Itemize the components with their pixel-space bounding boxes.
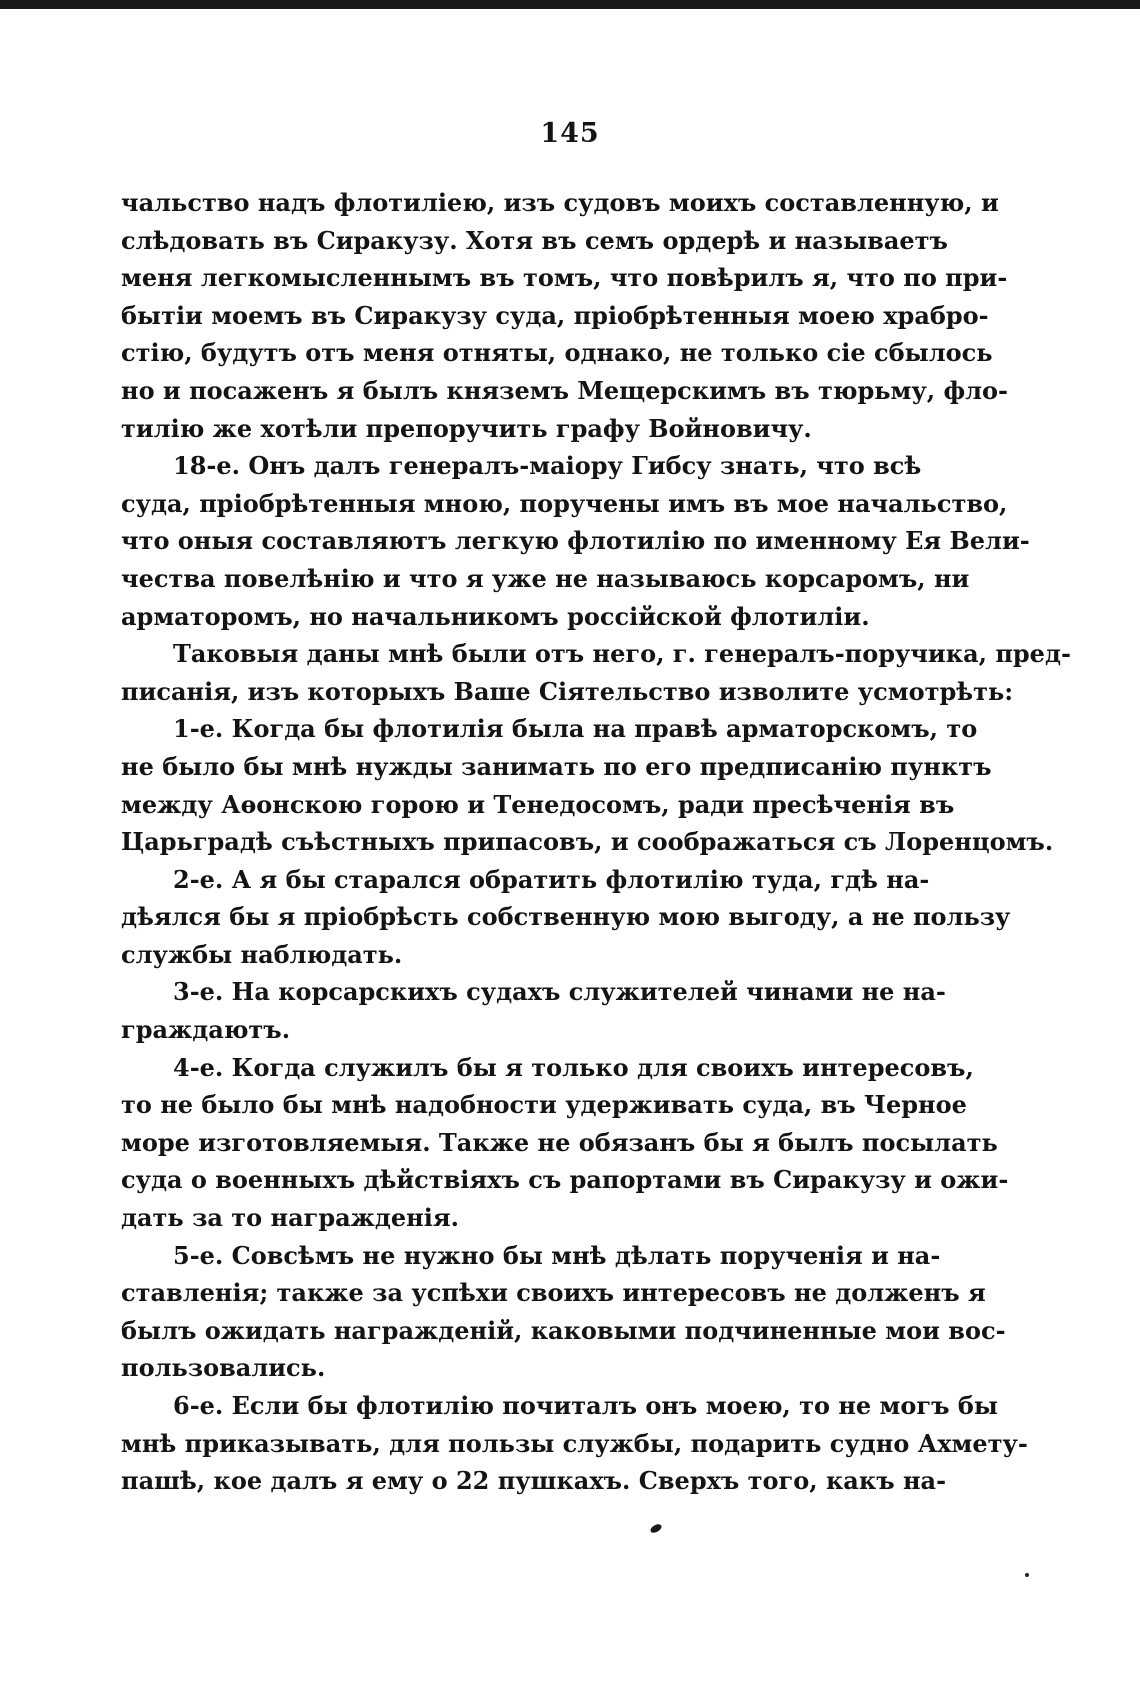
- text-line: суда, пріобрѣтенныя мною, поручены имъ въ мое начальство,: [121, 488, 1008, 518]
- text-line: стію, будутъ отъ меня отняты, однако, не только сіе сбылось: [121, 338, 993, 368]
- text-line: чальство надъ флотиліею, изъ судовъ моихъ составленную, и: [121, 188, 999, 217]
- point-3-first-line: 3-е. На корсарскихъ судахъ служителей чинами не на-: [173, 977, 946, 1007]
- body-text: [121, 184, 1071, 1500]
- text-line: между Аѳонскою горою и Тенедосомъ, ради пресѣченія въ: [121, 789, 955, 819]
- text-line: то не было бы мнѣ надобности удерживать суда, въ Черное: [121, 1090, 967, 1120]
- text-line: чества повелѣнію и что я уже не называюсь корсаромъ, ни: [121, 563, 970, 593]
- text-line: дѣялся бы я пріобрѣсть собственную мою выгоду, а не пользу: [121, 902, 1011, 932]
- text-line: службы наблюдать.: [121, 939, 403, 969]
- paragraph-intro-first-line: Таковыя даны мнѣ были отъ него, г. генералъ-поручика, пред-: [173, 639, 1071, 669]
- paragraph-18-first-line: 18-е. Онъ далъ генералъ-маіору Гибсу знать, что всѣ: [173, 451, 922, 481]
- point-6-first-line: 6-е. Если бы флотилію почиталъ онъ моею, то не могъ бы: [173, 1391, 998, 1420]
- text-line: море изготовляемыя. Также не обязанъ бы я былъ посылать: [121, 1127, 998, 1157]
- ink-speck: [1025, 1573, 1029, 1577]
- text-line: мнѣ приказывать, для пользы службы, подарить судно Ахмету-: [121, 1428, 1028, 1458]
- text-line: былъ ожидать награжденій, каковыми подчиненные мои вос-: [121, 1315, 1006, 1345]
- point-4-first-line: 4-е. Когда служилъ бы я только для своихъ интересовъ,: [173, 1052, 974, 1082]
- point-5-first-line: 5-е. Совсѣмъ не нужно бы мнѣ дѣлать порученія и на-: [173, 1240, 941, 1270]
- text-line: меня легкомысленнымъ въ томъ, что повѣрилъ я, что по при-: [121, 263, 1008, 293]
- text-line: что оныя составляютъ легкую флотилію по именному Ея Вели-: [121, 526, 1030, 556]
- point-1-first-line: 1-е. Когда бы флотилія была на правѣ арматорскомъ, то: [173, 714, 978, 744]
- text-line: но и посаженъ я былъ княземъ Мещерскимъ въ тюрьму, фло-: [121, 375, 1008, 405]
- text-line: тилію же хотѣли препоручить графу Войновичу.: [121, 413, 812, 443]
- point-2-first-line: 2-е. А я бы старался обратить флотилію туда, гдѣ на-: [173, 864, 930, 894]
- scan-top-border: [0, 0, 1140, 9]
- text-line: бытіи моемъ въ Сиракузу суда, пріобрѣтенныя моею храбро-: [121, 300, 989, 330]
- ink-blot: [649, 1522, 663, 1534]
- text-line: дать за то награжденія.: [121, 1203, 459, 1233]
- text-line: пашѣ, кое далъ я ему о 22 пушкахъ. Сверхъ того, какъ на-: [121, 1466, 947, 1496]
- text-line: суда о военныхъ дѣйствіяхъ съ рапортами въ Сиракузу и ожи-: [121, 1165, 1009, 1195]
- page-number: 145: [540, 118, 600, 149]
- text-line: писанія, изъ которыхъ Ваше Сіятельство изволите усмотрѣть:: [121, 676, 1014, 706]
- text-line: граждаютъ.: [121, 1015, 291, 1045]
- text-line: арматоромъ, но начальникомъ россійской флотиліи.: [121, 601, 870, 631]
- text-line: ставленія; также за успѣхи своихъ интересовъ не долженъ я: [121, 1278, 986, 1308]
- text-line: Царьградѣ съѣстныхъ припасовъ, и соображаться съ Лоренцомъ.: [121, 827, 1054, 857]
- text-line: не было бы мнѣ нужды занимать по его предписанію пунктъ: [121, 751, 992, 781]
- text-line: пользовались.: [121, 1353, 326, 1383]
- text-line: слѣдовать въ Сиракузу. Хотя въ семъ ордерѣ и называетъ: [121, 225, 948, 255]
